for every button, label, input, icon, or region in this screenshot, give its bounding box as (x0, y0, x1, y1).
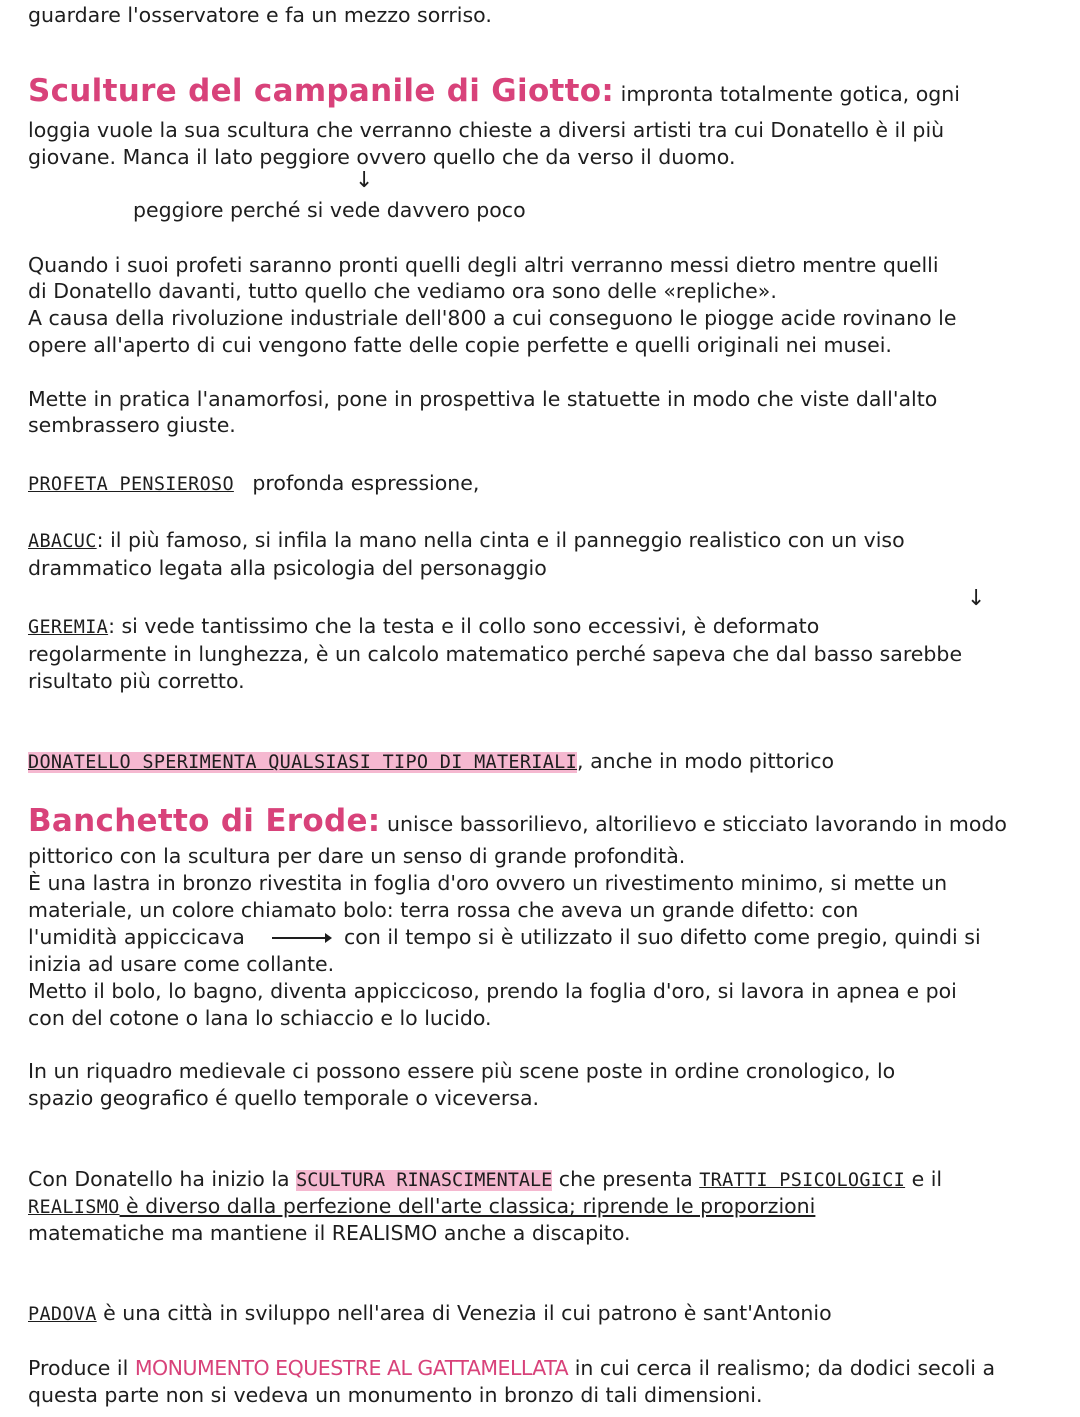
abacuc-label: ABACUC (28, 531, 97, 552)
gattamelata-monument: MONUMENTO EQUESTRE AL GATTAMELLATA (134, 1356, 569, 1380)
anamorfosi-line-2: sembrassero giuste. (28, 413, 236, 437)
profeti-para-line-3: A causa della rivoluzione industriale dell'800 a cui conseguono le piogge acide rovinano le (28, 306, 957, 330)
geremia-line-1 (28, 613, 819, 641)
pensieroso-text: profonda espressione, (252, 471, 480, 495)
rinascimento-text-a: Con Donatello ha inizio la (28, 1167, 297, 1191)
padova-label: PADOVA (28, 1304, 97, 1325)
campanile-title: Sculture del campanile di Giotto: (28, 73, 615, 109)
rinascimento-line-1 (28, 1166, 942, 1194)
down-arrow-icon-2: ↓ (967, 586, 986, 611)
abacuc-line-2: drammatico legata alla psicologia del personaggio (28, 556, 547, 580)
campanile-line-3: giovane. Manca il lato peggiore ovvero quello che da verso il duomo. (28, 145, 736, 169)
realismo-label: REALISMO (28, 1197, 120, 1218)
campanile-line-2: loggia vuole la sua scultura che verranno chieste a diversi artisti tra cui Donatello è il più (28, 118, 945, 142)
rinascimento-line-3 (28, 1220, 631, 1246)
materiali-highlight: DONATELLO SPERIMENTA QUALSIASI TIPO DI MATERIALI (28, 752, 578, 773)
profeti-para-line-2: di Donatello davanti, tutto quello che vediamo ora sono delle «repliche». (28, 279, 777, 303)
materiali-line (28, 748, 834, 776)
tratti-psicologici-label: TRATTI PSICOLOGICI (699, 1170, 906, 1191)
banchetto-line-6: inizia ad usare come collante. (28, 952, 335, 976)
profeti-para-line-1: Quando i suoi profeti saranno pronti quelli degli altri verranno messi dietro mentre quelli (28, 253, 939, 277)
banchetto-line-5b: con il tempo si è utilizzato il suo difetto come pregio, quindi si (344, 925, 981, 949)
geremia-text: : si vede tantissimo che la testa e il collo sono eccessivi, è deformato (108, 614, 820, 638)
padova-text: è una città in sviluppo nell'area di Venezia il cui patrono è sant'Antonio (96, 1301, 832, 1325)
gattamelata-text-b: in cui cerca il realismo; da dodici secoli a (568, 1356, 996, 1380)
pensieroso-line (28, 470, 479, 498)
campanile-text: impronta totalmente gotica, ogni (620, 82, 960, 106)
campanile-note: peggiore perché si vede davvero poco (133, 198, 526, 222)
gattamelata-line-2: questa parte non si vedeva un monumento in bronzo di tali dimensioni. (28, 1383, 763, 1407)
materiali-rest: , anche in modo pittorico (577, 749, 835, 773)
gattamelata-text-a: Produce il (28, 1356, 135, 1380)
rinascimento-text-f: ma mantiene il REALISMO anche a discapito. (164, 1221, 631, 1245)
banchetto-line-7: Metto il bolo, lo bagno, diventa appiccicoso, prendo la foglia d'oro, si lavora in apnea e poi (28, 979, 957, 1003)
rinascimento-text-e: è diverso dalla perfezione dell'arte classica; (119, 1194, 583, 1218)
scultura-rinascimentale-highlight: SCULTURA RINASCIMENTALE (296, 1170, 553, 1191)
riquadro-line-1: In un riquadro medievale ci possono essere più scene poste in ordine cronologico, lo (28, 1059, 896, 1083)
geremia-line-3: risultato più corretto. (28, 669, 245, 693)
riquadro-line-2: spazio geografico é quello temporale o viceversa. (28, 1086, 540, 1110)
padova-line (28, 1300, 832, 1328)
pensieroso-label: PROFETA PENSIEROSO (28, 474, 234, 495)
banchetto-heading-line (28, 803, 1007, 839)
down-arrow-icon: ↓ (355, 168, 374, 193)
right-arrow-icon (272, 937, 326, 939)
intro-line: guardare l'osservatore e fa un mezzo sorriso. (28, 3, 492, 27)
rinascimento-text-b: che presenta (552, 1167, 700, 1191)
banchetto-line-2: pittorico con la scultura per dare un senso di grande profondità. (28, 844, 686, 868)
profeti-para-line-4: opere all'aperto di cui vengono fatte delle copie perfette e quelli originali nei musei. (28, 333, 892, 357)
rinascimento-line-2 (28, 1193, 815, 1221)
matematiche-text: matematiche (28, 1221, 165, 1245)
campanile-heading-line (28, 73, 960, 109)
banchetto-line-4: materiale, un colore chiamato bolo: terra rossa che aveva un grande difetto: con (28, 898, 859, 922)
banchetto-line-8: con del cotone o lana lo schiaccio e lo lucido. (28, 1006, 492, 1030)
abacuc-line-1 (28, 527, 905, 555)
banchetto-title: Banchetto di Erode: (28, 803, 381, 839)
gattamelata-line-1 (28, 1355, 995, 1381)
banchetto-text: unisce bassorilievo, altorilievo e sticciato lavorando in modo (387, 812, 1007, 836)
proporzioni-text: riprende le proporzioni (582, 1194, 816, 1218)
abacuc-text: : il più famoso, si infila la mano nella cinta e il panneggio realistico con un viso (96, 528, 905, 552)
anamorfosi-line-1: Mette in pratica l'anamorfosi, pone in prospettiva le statuette in modo che viste dall'alto (28, 387, 938, 411)
geremia-line-2: regolarmente in lunghezza, è un calcolo matematico perché sapeva che dal basso sarebbe (28, 642, 963, 666)
rinascimento-text-d: e il (905, 1167, 943, 1191)
banchetto-line-3: È una lastra in bronzo rivestita in foglia d'oro ovvero un rivestimento minimo, si mette un (28, 871, 948, 895)
banchetto-line-5a: l'umidità appiccicava (28, 925, 245, 949)
geremia-label: GEREMIA (28, 617, 109, 638)
